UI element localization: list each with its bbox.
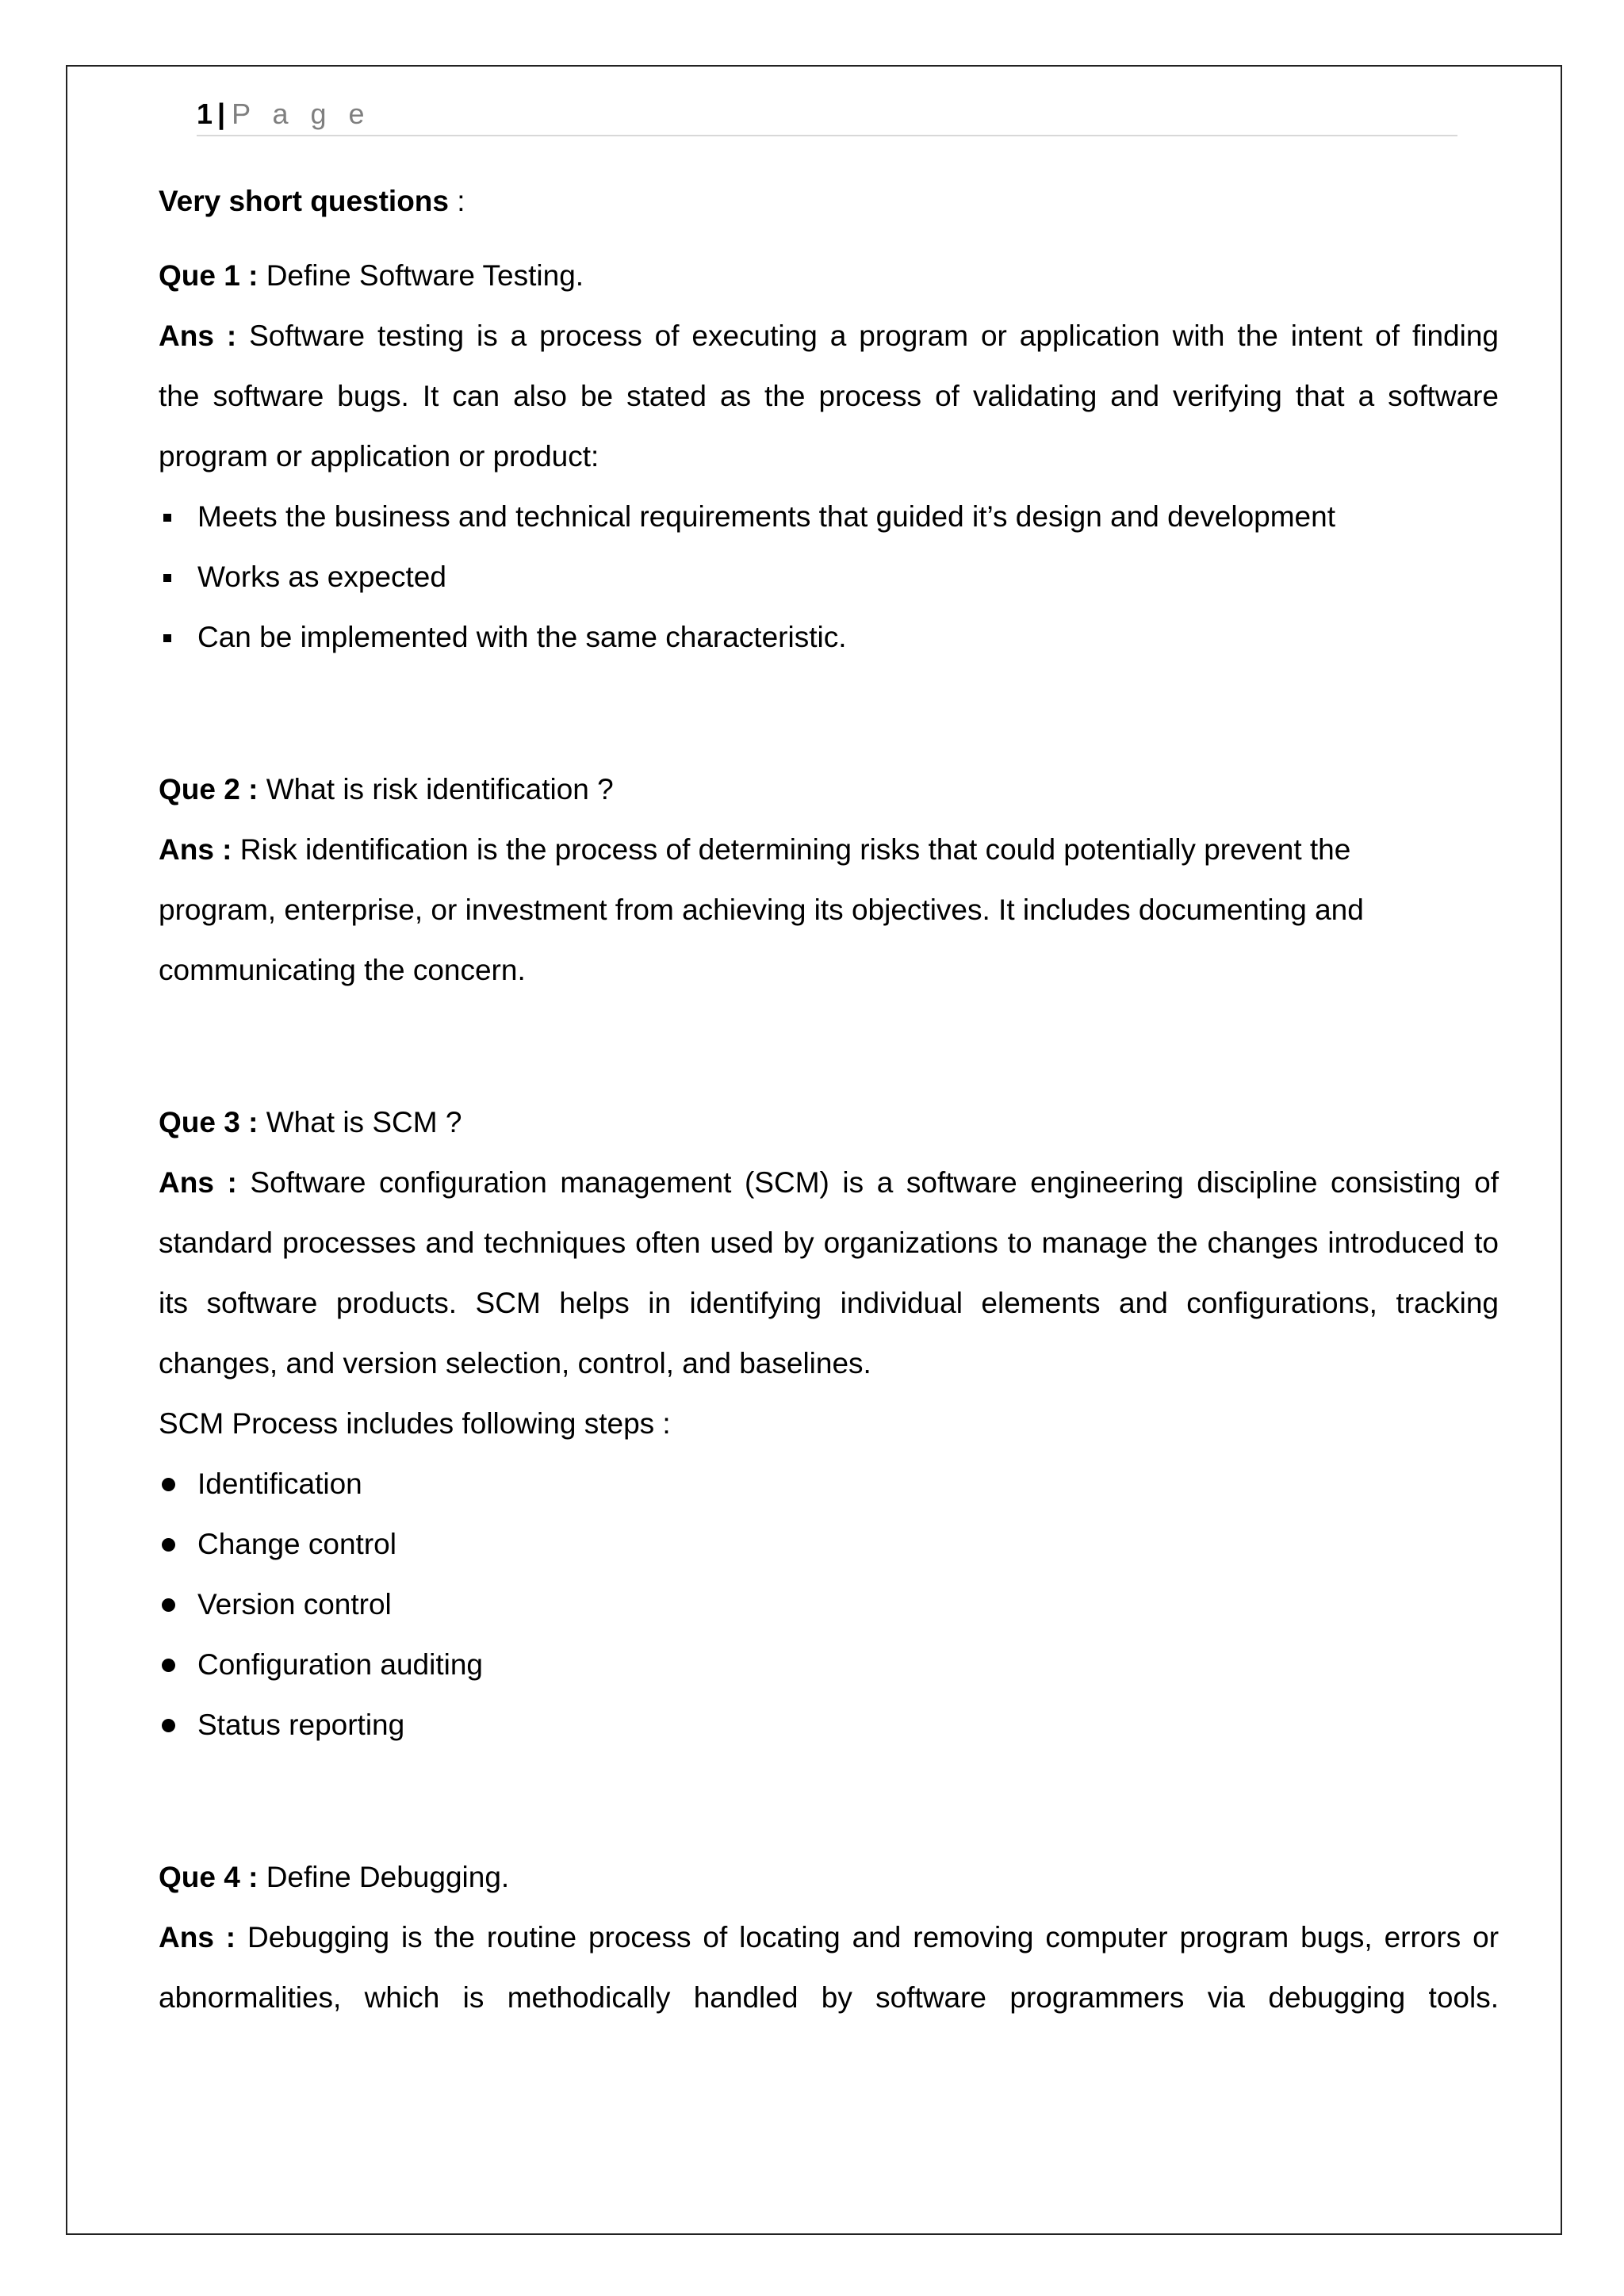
question-block-2 — [159, 760, 1499, 1001]
list-item: Works as expected — [159, 547, 1499, 607]
list-item: Version control — [159, 1575, 1499, 1635]
answer-3-line-3: its software products. SCM helps in identifying individual elements and configurations, tracking — [159, 1287, 1499, 1319]
list-item: Meets the business and technical requirements that guided it’s design and development — [159, 487, 1499, 547]
header-separator: | — [217, 98, 226, 130]
question-block-1 — [159, 246, 1499, 668]
list-item: Change control — [159, 1514, 1499, 1575]
section-title: Very short questions : — [159, 185, 465, 217]
page-header — [197, 95, 1457, 136]
answer-2-line-3: communicating the concern. — [159, 954, 526, 986]
question-block-3 — [159, 1093, 1499, 1755]
answer-2-line-2: program, enterprise, or investment from achieving its objectives. It includes documenting and — [159, 894, 1364, 926]
question-1: Que 1 : Define Software Testing. — [159, 259, 584, 292]
question-block-4 — [159, 1847, 1499, 2028]
answer-2-line-1: Ans : Risk identification is the process of determining risks that could potentially prevent the — [159, 833, 1351, 866]
answer-1-bullets — [159, 487, 1499, 668]
list-item: Identification — [159, 1454, 1499, 1514]
answer-3-line-4: changes, and version selection, control, and baselines. — [159, 1347, 871, 1380]
question-2: Que 2 : What is risk identification ? — [159, 773, 614, 806]
list-item: Can be implemented with the same characteristic. — [159, 607, 1499, 668]
page-number: 1 — [197, 98, 213, 130]
list-item: Status reporting — [159, 1695, 1499, 1755]
page-label: P a g e — [232, 98, 372, 130]
answer-1-line-3: program or application or product: — [159, 440, 599, 473]
question-4: Que 4 : Define Debugging. — [159, 1861, 510, 1893]
document-body — [159, 171, 1499, 2028]
scm-steps-intro: SCM Process includes following steps : — [159, 1407, 671, 1440]
scm-steps-list — [159, 1454, 1499, 1755]
list-item: Configuration auditing — [159, 1635, 1499, 1695]
answer-1-line-1: Ans : Software testing is a process of executing a program or application with the intent of finding — [159, 320, 1500, 352]
answer-3-line-2: standard processes and techniques often used by organizations to manage the changes introduced to — [159, 1226, 1499, 1259]
answer-1-line-2: the software bugs. It can also be stated as the process of validating and verifying that a software — [159, 380, 1499, 412]
question-3: Que 3 : What is SCM ? — [159, 1106, 462, 1138]
answer-4-line-1: Ans : Debugging is the routine process of locating and removing computer program bugs, errors or — [159, 1921, 1500, 1954]
answer-4-line-2: abnormalities, which is methodically handled by software programmers via debugging tools. — [159, 1981, 1499, 2014]
answer-3-line-1: Ans : Software configuration management (SCM) is a software engineering discipline consisting of — [159, 1166, 1499, 1199]
